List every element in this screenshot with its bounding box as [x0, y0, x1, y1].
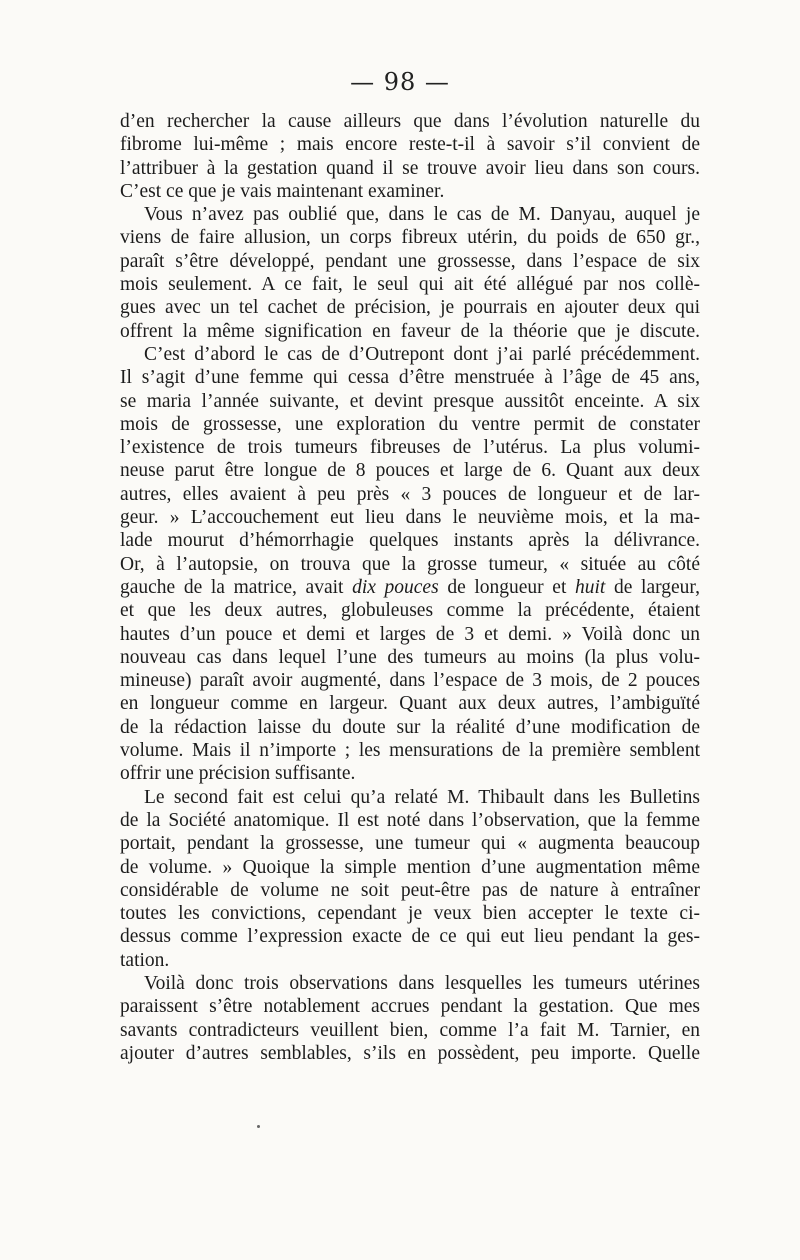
text-line: de la rédaction laisse du doute sur la réalité d’une modification de — [120, 716, 700, 738]
text-line: toutes les convictions, cependant je veux bien accepter le texte ci- — [120, 903, 700, 925]
text-line: en longueur comme en largeur. Quant aux deux autres, l’ambiguïté — [120, 693, 700, 715]
text-line: mois de grossesse, une exploration du ventre permit de constater — [120, 413, 700, 435]
text-line: dessus comme l’expression exacte de ce qui eut lieu pendant la ges- — [120, 926, 700, 948]
text-line: ajouter d’autres semblables, s’ils en possèdent, peu importe. Quelle — [120, 1042, 700, 1064]
text-segment: gauche de la matrice, avait — [120, 576, 353, 598]
text-line: tation. — [120, 949, 170, 971]
text-line: offrent la même signification en faveur de la théorie que je discute. — [120, 320, 700, 342]
text-line: et que les deux autres, globuleuses comme la précédente, étaient — [120, 600, 700, 622]
text-line: paraît s’être développé, pendant une grossesse, dans l’espace de six — [120, 250, 700, 272]
text-line: mineuse) paraît avoir augmenté, dans l’espace de 3 mois, de 2 pouces — [120, 670, 700, 692]
paragraph-start-line: Vous n’avez pas oublié que, dans le cas de M. Danyau, auquel je — [144, 204, 700, 226]
text-line: volume. Mais il n’importe ; les mensurations de la première semblent — [120, 740, 700, 762]
text-line: se maria l’année suivante, et devint presque aussitôt enceinte. A six — [120, 390, 700, 412]
text-line: Il s’agit d’une femme qui cessa d’être menstruée à l’âge de 45 ans, — [120, 367, 700, 389]
italic-text: huit — [575, 576, 606, 598]
text-line: gues avec un tel cachet de précision, je pourrais en ajouter deux qui — [120, 297, 700, 319]
text-line-with-italics — [120, 576, 700, 599]
paragraph-start-line: C’est d’abord le cas de d’Outrepont dont j’ai parlé précédemment. — [144, 343, 700, 365]
text-line: portait, pendant la grossesse, une tumeur qui « augmenta beaucoup — [120, 833, 700, 855]
text-line: nouveau cas dans lequel l’une des tumeurs au moins (la plus volu- — [120, 646, 700, 668]
text-line: geur. » L’accouchement eut lieu dans le neuvième mois, et la ma- — [120, 507, 700, 529]
text-line: hautes d’un pouce et demi et larges de 3 et demi. » Voilà donc un — [120, 623, 700, 645]
text-line: l’attribuer à la gestation quand il se trouve avoir lieu dans son cours. — [120, 157, 700, 179]
text-line: savants contradicteurs veuillent bien, comme l’a fait M. Tarnier, en — [120, 1019, 700, 1041]
text-line: de la Société anatomique. Il est noté dans l’observation, que la femme — [120, 809, 700, 831]
text-segment: de largeur, — [605, 576, 700, 598]
italic-text: dix pouces — [352, 576, 439, 598]
text-line: l’existence de trois tumeurs fibreuses de l’utérus. La plus volumi- — [120, 437, 700, 459]
body-text — [120, 110, 700, 1065]
text-line: d’en rechercher la cause ailleurs que dans l’évolution naturelle du — [120, 111, 700, 132]
text-line: autres, elles avaient à peu près « 3 pouces de longueur et de lar- — [120, 483, 700, 505]
text-line: lade mourut d’hémorrhagie quelques instants après la délivrance. — [120, 530, 700, 552]
text-line: considérable de volume ne soit peut-être pas de nature à entraîner — [120, 879, 700, 901]
text-line: fibrome lui-même ; mais encore reste-t-il à savoir s’il convient de — [120, 134, 700, 156]
text-line: de volume. » Quoique la simple mention d’une augmentation même — [120, 856, 700, 878]
text-line: neuse parut être longue de 8 pouces et large de 6. Quant aux deux — [120, 460, 700, 482]
text-line: Or, à l’autopsie, on trouva que la grosse tumeur, « située au côté — [120, 553, 700, 575]
page-number: — 98 — — [350, 68, 450, 96]
text-line: viens de faire allusion, un corps fibreux utérin, du poids de 650 gr., — [120, 227, 700, 249]
text-line: offrir une précision suffisante. — [120, 763, 356, 785]
text-line: C’est ce que je vais maintenant examiner. — [120, 180, 445, 202]
text-line: paraissent s’être notablement accrues pendant la gestation. Que mes — [120, 996, 700, 1018]
text-line: mois seulement. A ce fait, le seul qui ait été allégué par nos collè- — [120, 274, 700, 296]
paragraph-start-line: Voilà donc trois observations dans lesquelles les tumeurs utérines — [144, 972, 700, 994]
text-segment: de longueur et — [438, 576, 576, 598]
ink-speck — [257, 1125, 260, 1128]
paragraph-start-line: Le second fait est celui qu’a relaté M. Thibault dans les Bulletins — [144, 786, 700, 808]
